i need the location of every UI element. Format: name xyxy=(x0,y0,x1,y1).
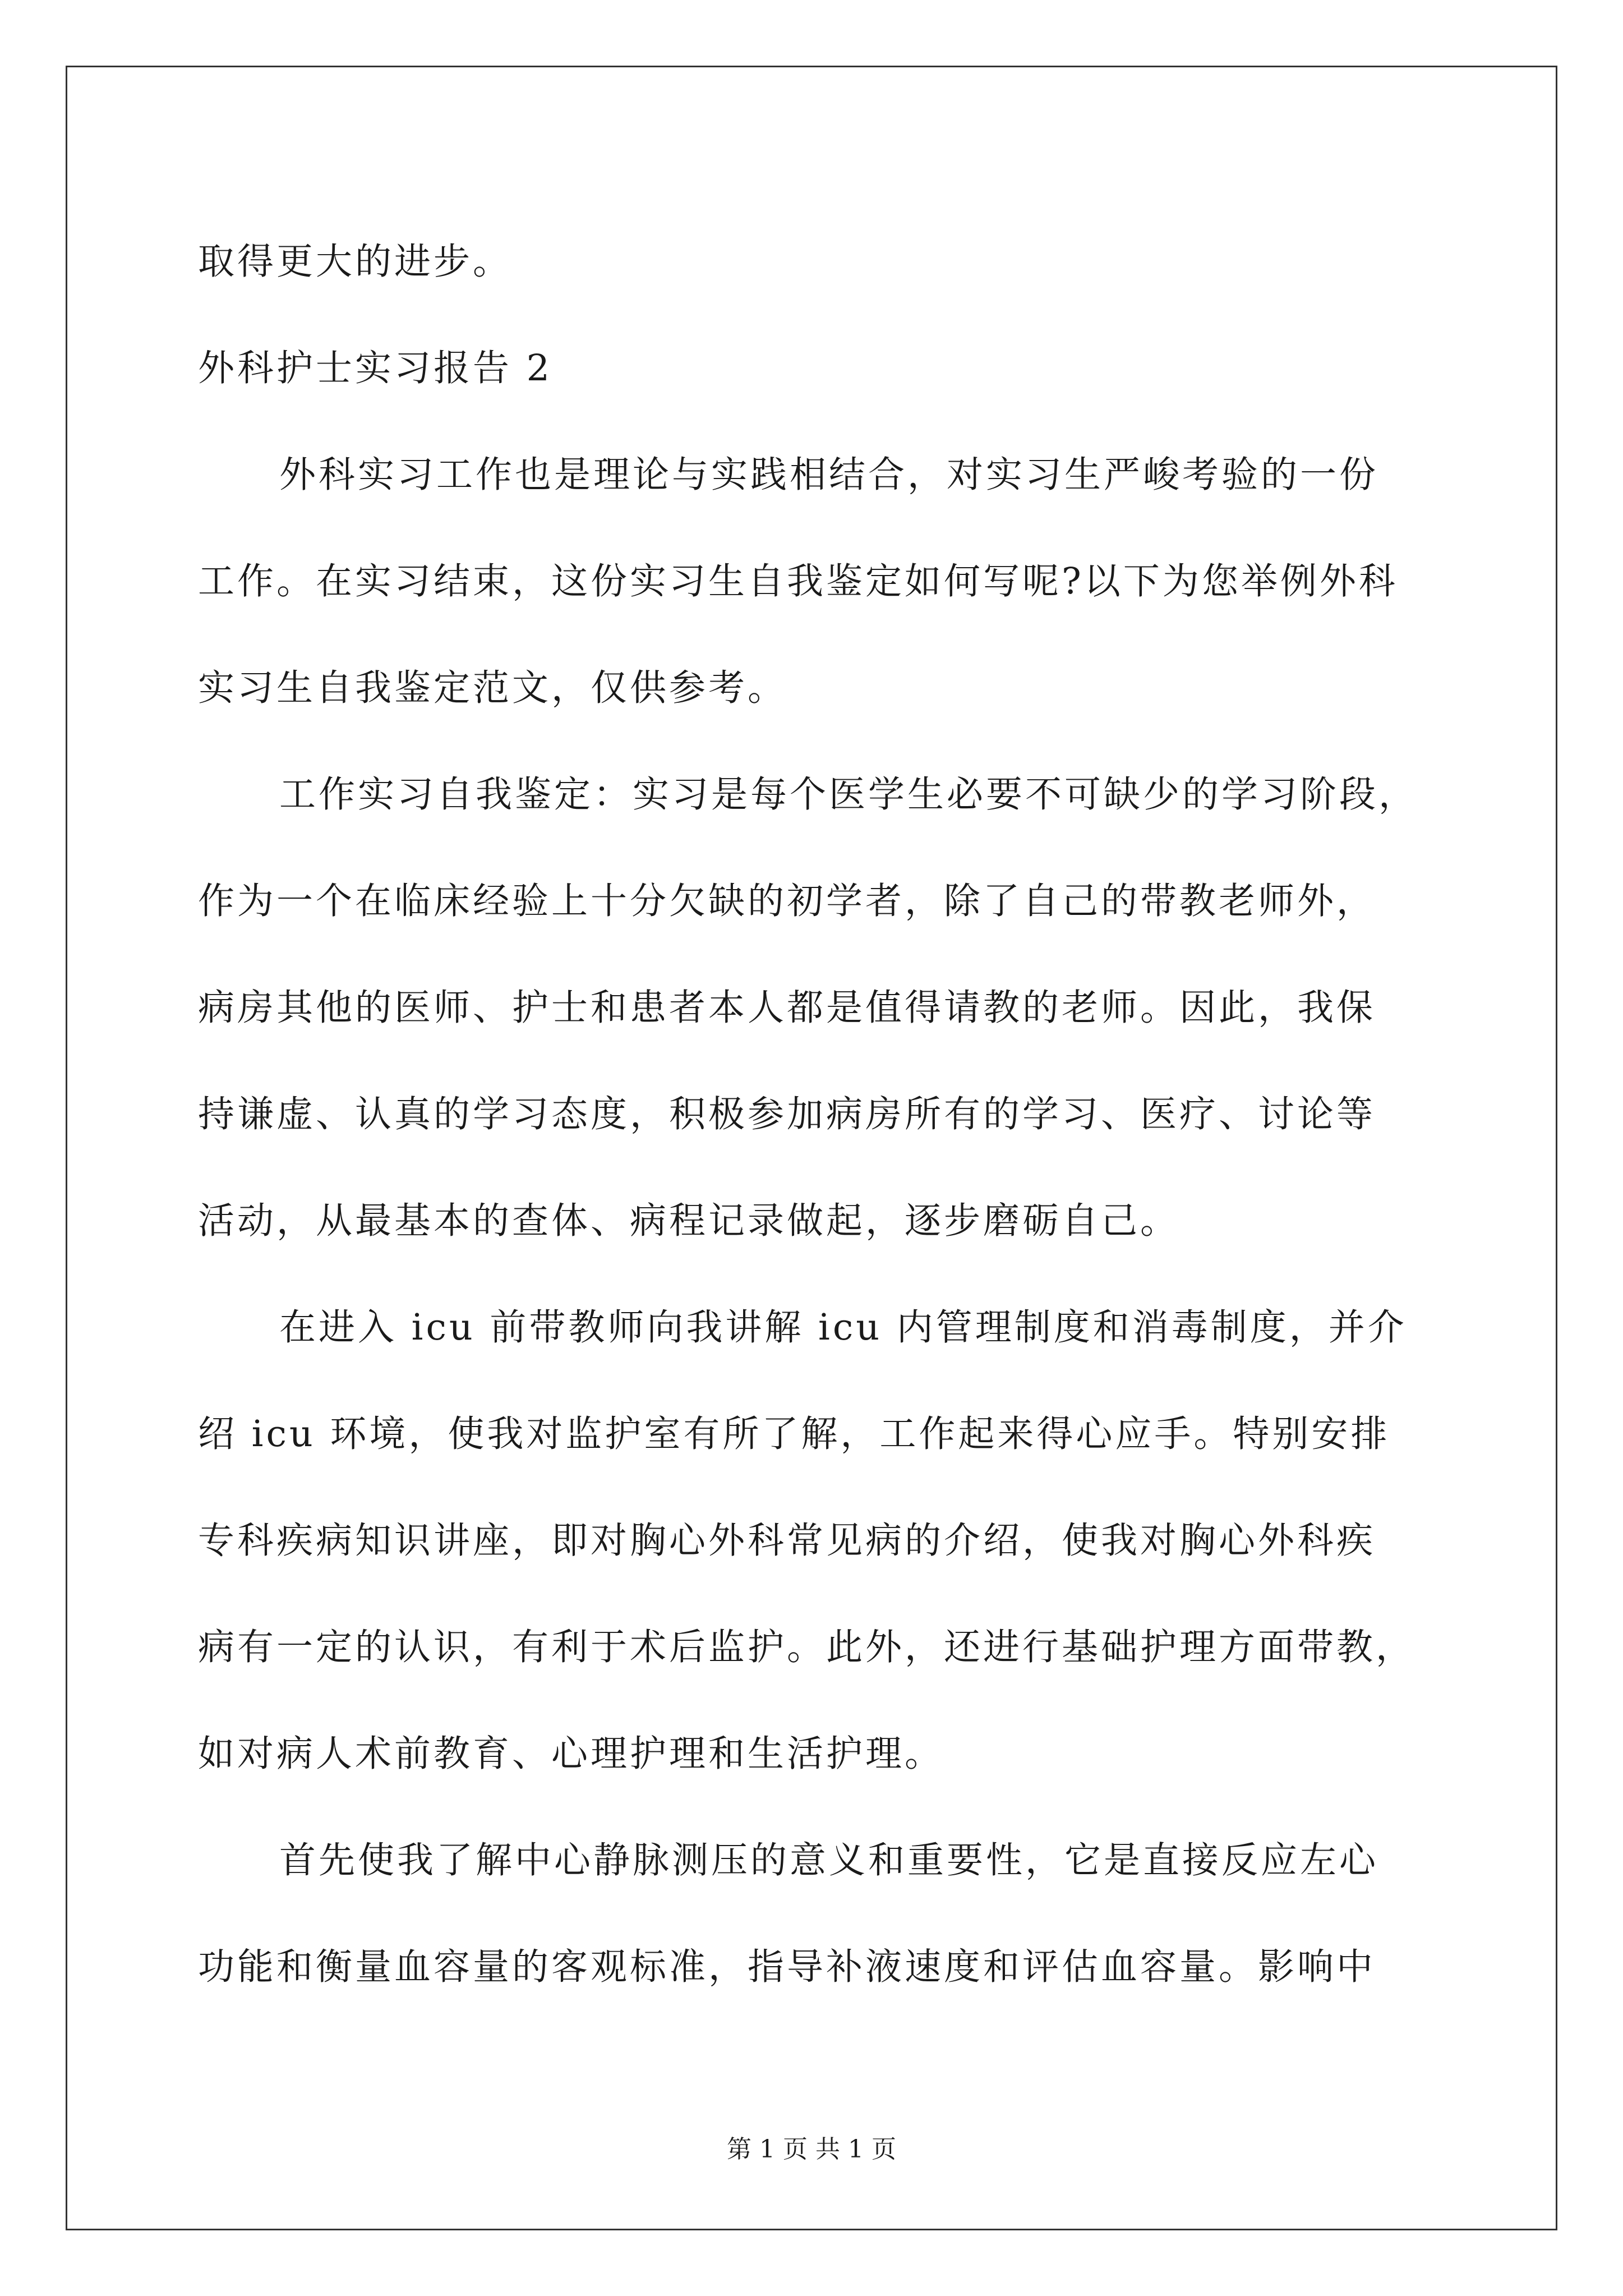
text-line: 作为一个在临床经验上十分欠缺的初学者，除了自己的带教老师外， xyxy=(198,880,1376,922)
text-line: 病房其他的医师、护士和患者本人都是值得请教的老师。因此，我保 xyxy=(198,987,1376,1029)
text-line: 取得更大的进步。 xyxy=(198,241,513,283)
text-line: 在进入 icu 前带教师向我讲解 icu 内管理制度和消毒制度，并介 xyxy=(279,1306,1407,1349)
text-line: 专科疾病知识讲座，即对胸心外科常见病的介绍，使我对胸心外科疾 xyxy=(198,1520,1376,1562)
text-line: 持谦虚、认真的学习态度，积极参加病房所有的学习、医疗、讨论等 xyxy=(198,1093,1376,1135)
page-number-footer: 第 1 页 共 1 页 xyxy=(727,2135,896,2164)
document-body xyxy=(198,209,1449,2021)
text-line: 病有一定的认识，有利于术后监护。此外，还进行基础护理方面带教， xyxy=(198,1626,1415,1668)
section-heading: 外科护士实习报告 2 xyxy=(198,347,553,389)
text-line: 如对病人术前教育、心理护理和生活护理。 xyxy=(198,1733,944,1775)
text-line: 功能和衡量血容量的客观标准，指导补液速度和评估血容量。影响中 xyxy=(198,1946,1376,1988)
text-line: 首先使我了解中心静脉测压的意义和重要性，它是直接反应左心 xyxy=(279,1839,1379,1881)
text-line: 工作。在实习结束，这份实习生自我鉴定如何写呢?以下为您举例外科 xyxy=(198,560,1398,602)
text-line: 活动，从最基本的查体、病程记录做起，逐步磨砺自己。 xyxy=(198,1200,1180,1242)
text-line: 外科实习工作也是理论与实践相结合，对实习生严峻考验的一份 xyxy=(279,454,1379,496)
text-line: 绍 icu 环境，使我对监护室有所了解，工作起来得心应手。特别安排 xyxy=(198,1413,1390,1455)
text-line: 工作实习自我鉴定：实习是每个医学生必要不可缺少的学习阶段， xyxy=(279,774,1418,816)
text-line: 实习生自我鉴定范文，仅供参考。 xyxy=(198,667,787,709)
